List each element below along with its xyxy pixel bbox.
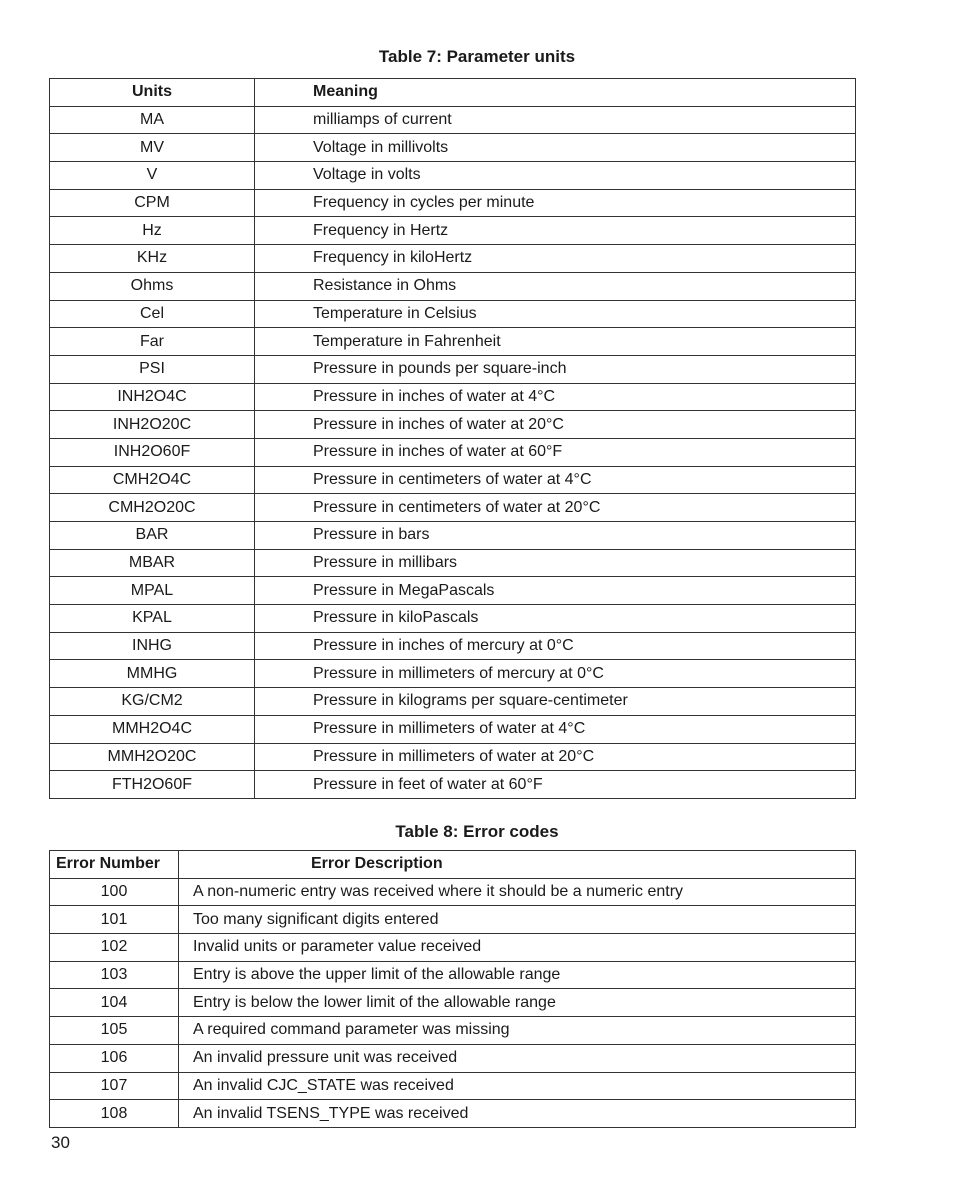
table-row: [50, 217, 856, 245]
table-row: [50, 134, 856, 162]
table-row: [50, 1044, 856, 1072]
unit-cell: INH2O60F: [50, 438, 255, 466]
table-row: [50, 549, 856, 577]
error-number-cell: 103: [50, 961, 179, 989]
error-number-cell: 106: [50, 1044, 179, 1072]
error-description-cell: A required command parameter was missing: [179, 1017, 856, 1045]
page-number: 30: [51, 1133, 70, 1152]
table-header-row: [50, 851, 856, 879]
table-row: [50, 605, 856, 633]
table-row: [50, 878, 856, 906]
meaning-cell: Pressure in centimeters of water at 4°C: [255, 466, 856, 494]
table-row: [50, 355, 856, 383]
error-description-cell: Invalid units or parameter value received: [179, 934, 856, 962]
error-number-cell: 101: [50, 906, 179, 934]
error-description-column-header: Error Description: [179, 851, 856, 879]
error-description-cell: An invalid pressure unit was received: [179, 1044, 856, 1072]
table-row: [50, 1017, 856, 1045]
unit-cell: Ohms: [50, 272, 255, 300]
meaning-cell: Pressure in bars: [255, 522, 856, 550]
meaning-column-header: Meaning: [255, 79, 856, 107]
units-column-header: Units: [50, 79, 255, 107]
unit-cell: MA: [50, 106, 255, 134]
meaning-cell: Temperature in Fahrenheit: [255, 328, 856, 356]
table-row: [50, 466, 856, 494]
table-row: [50, 438, 856, 466]
table-row: [50, 1072, 856, 1100]
meaning-cell: Pressure in inches of water at 4°C: [255, 383, 856, 411]
table-row: [50, 411, 856, 439]
unit-cell: INH2O20C: [50, 411, 255, 439]
meaning-cell: Pressure in millimeters of water at 20°C: [255, 743, 856, 771]
meaning-cell: Pressure in feet of water at 60°F: [255, 771, 856, 799]
error-number-cell: 104: [50, 989, 179, 1017]
unit-cell: Hz: [50, 217, 255, 245]
error-number-cell: 107: [50, 1072, 179, 1100]
table-row: [50, 688, 856, 716]
unit-cell: MMH2O4C: [50, 715, 255, 743]
table-row: [50, 989, 856, 1017]
table-row: [50, 660, 856, 688]
meaning-cell: Pressure in centimeters of water at 20°C: [255, 494, 856, 522]
unit-cell: KPAL: [50, 605, 255, 633]
meaning-cell: Pressure in pounds per square-inch: [255, 355, 856, 383]
unit-cell: FTH2O60F: [50, 771, 255, 799]
unit-cell: KHz: [50, 245, 255, 273]
unit-cell: BAR: [50, 522, 255, 550]
error-description-cell: Too many significant digits entered: [179, 906, 856, 934]
unit-cell: INHG: [50, 632, 255, 660]
error-description-cell: A non-numeric entry was received where it should be a numeric entry: [179, 878, 856, 906]
meaning-cell: Pressure in kiloPascals: [255, 605, 856, 633]
unit-cell: CPM: [50, 189, 255, 217]
meaning-cell: Resistance in Ohms: [255, 272, 856, 300]
meaning-cell: Pressure in millimeters of water at 4°C: [255, 715, 856, 743]
meaning-cell: Voltage in volts: [255, 162, 856, 190]
unit-cell: MMH2O20C: [50, 743, 255, 771]
meaning-cell: Voltage in millivolts: [255, 134, 856, 162]
unit-cell: MBAR: [50, 549, 255, 577]
parameter-units-table: [49, 78, 856, 799]
error-number-cell: 108: [50, 1100, 179, 1128]
table-row: [50, 328, 856, 356]
table-row: [50, 1100, 856, 1128]
meaning-cell: Pressure in inches of water at 20°C: [255, 411, 856, 439]
unit-cell: Far: [50, 328, 255, 356]
unit-cell: Cel: [50, 300, 255, 328]
error-number-cell: 105: [50, 1017, 179, 1045]
error-description-cell: Entry is below the lower limit of the allowable range: [179, 989, 856, 1017]
unit-cell: PSI: [50, 355, 255, 383]
table-row: [50, 272, 856, 300]
meaning-cell: Pressure in inches of mercury at 0°C: [255, 632, 856, 660]
unit-cell: INH2O4C: [50, 383, 255, 411]
error-number-cell: 100: [50, 878, 179, 906]
unit-cell: MMHG: [50, 660, 255, 688]
table-8-caption: Table 8: Error codes: [395, 822, 559, 841]
table-row: [50, 106, 856, 134]
table-row: [50, 522, 856, 550]
table-row: [50, 494, 856, 522]
table-row: [50, 961, 856, 989]
error-description-cell: An invalid TSENS_TYPE was received: [179, 1100, 856, 1128]
meaning-cell: Frequency in cycles per minute: [255, 189, 856, 217]
unit-cell: CMH2O20C: [50, 494, 255, 522]
table-row: [50, 934, 856, 962]
table-row: [50, 245, 856, 273]
unit-cell: MV: [50, 134, 255, 162]
table-row: [50, 162, 856, 190]
table-row: [50, 383, 856, 411]
meaning-cell: Frequency in Hertz: [255, 217, 856, 245]
table-7-caption: Table 7: Parameter units: [378, 47, 576, 66]
unit-cell: V: [50, 162, 255, 190]
table-row: [50, 632, 856, 660]
meaning-cell: Pressure in millibars: [255, 549, 856, 577]
error-codes-table: [49, 850, 856, 1128]
table-row: [50, 743, 856, 771]
unit-cell: CMH2O4C: [50, 466, 255, 494]
table-header-row: [50, 79, 856, 107]
meaning-cell: milliamps of current: [255, 106, 856, 134]
meaning-cell: Pressure in millimeters of mercury at 0°C: [255, 660, 856, 688]
table-row: [50, 577, 856, 605]
table-row: [50, 300, 856, 328]
table-row: [50, 906, 856, 934]
meaning-cell: Temperature in Celsius: [255, 300, 856, 328]
table-row: [50, 715, 856, 743]
error-description-cell: Entry is above the upper limit of the allowable range: [179, 961, 856, 989]
unit-cell: MPAL: [50, 577, 255, 605]
table-row: [50, 189, 856, 217]
unit-cell: KG/CM2: [50, 688, 255, 716]
table-row: [50, 771, 856, 799]
meaning-cell: Frequency in kiloHertz: [255, 245, 856, 273]
error-number-column-header: Error Number: [50, 851, 179, 879]
error-number-cell: 102: [50, 934, 179, 962]
error-description-cell: An invalid CJC_STATE was received: [179, 1072, 856, 1100]
meaning-cell: Pressure in kilograms per square-centimeter: [255, 688, 856, 716]
meaning-cell: Pressure in MegaPascals: [255, 577, 856, 605]
meaning-cell: Pressure in inches of water at 60°F: [255, 438, 856, 466]
